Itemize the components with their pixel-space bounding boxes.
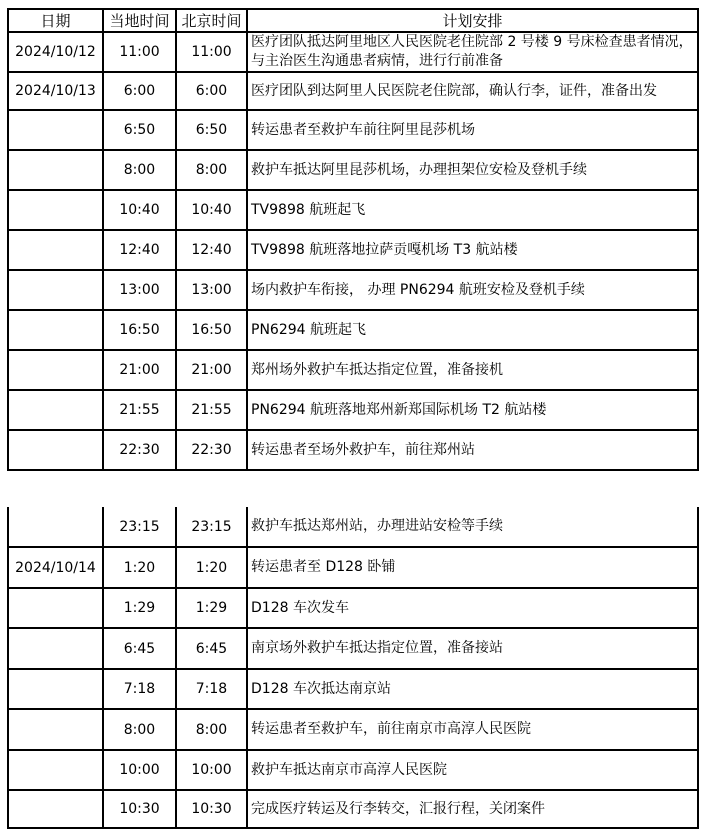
table-row bbox=[8, 310, 698, 350]
plan-cell: TV9898 航班起飞 bbox=[247, 190, 698, 230]
local-time-cell: 23:15 bbox=[103, 507, 176, 547]
beijing-time-cell: 10:00 bbox=[176, 750, 247, 790]
local-time-cell: 8:00 bbox=[103, 709, 176, 750]
beijing-time-cell: 1:20 bbox=[176, 547, 247, 588]
date-cell bbox=[8, 507, 103, 547]
table-row bbox=[8, 547, 698, 588]
table-row bbox=[8, 110, 698, 150]
plan-cell: 场内救护车衔接， 办理 PN6294 航班安检及登机手续 bbox=[247, 270, 698, 310]
plan-cell: 南京场外救护车抵达指定位置，准备接站 bbox=[247, 628, 698, 669]
date-cell bbox=[8, 588, 103, 628]
local-time-cell: 12:40 bbox=[103, 230, 176, 270]
local-time-cell: 7:18 bbox=[103, 669, 176, 709]
local-time-cell: 22:30 bbox=[103, 430, 176, 470]
local-time-cell: 11:00 bbox=[103, 32, 176, 72]
table-row bbox=[8, 588, 698, 628]
plan-cell: 转运患者至 D128 卧铺 bbox=[247, 547, 698, 588]
plan-cell: TV9898 航班落地拉萨贡嘎机场 T3 航站楼 bbox=[247, 230, 698, 270]
date-cell bbox=[8, 790, 103, 828]
local-time-cell: 10:40 bbox=[103, 190, 176, 230]
local-time-cell: 16:50 bbox=[103, 310, 176, 350]
beijing-time-cell: 10:30 bbox=[176, 790, 247, 828]
date-cell bbox=[8, 190, 103, 230]
table-row bbox=[8, 430, 698, 470]
date-cell bbox=[8, 230, 103, 270]
beijing-time-cell: 1:29 bbox=[176, 588, 247, 628]
header-row bbox=[8, 9, 698, 32]
table-row bbox=[8, 32, 698, 72]
beijing-time-cell: 6:45 bbox=[176, 628, 247, 669]
plan-cell: D128 车次发车 bbox=[247, 588, 698, 628]
date-cell bbox=[8, 669, 103, 709]
header-plan: 计划安排 bbox=[247, 9, 698, 32]
beijing-time-cell: 16:50 bbox=[176, 310, 247, 350]
local-time-cell: 6:00 bbox=[103, 72, 176, 110]
plan-cell: 郑州场外救护车抵达指定位置，准备接机 bbox=[247, 350, 698, 390]
date-cell bbox=[8, 430, 103, 470]
beijing-time-cell: 12:40 bbox=[176, 230, 247, 270]
date-cell bbox=[8, 150, 103, 190]
local-time-cell: 13:00 bbox=[103, 270, 176, 310]
date-cell bbox=[8, 310, 103, 350]
date-cell bbox=[8, 110, 103, 150]
plan-cell: 医疗团队到达阿里人民医院老住院部，确认行李，证件，准备出发 bbox=[247, 72, 698, 110]
plan-cell: D128 车次抵达南京站 bbox=[247, 669, 698, 709]
beijing-time-cell: 22:30 bbox=[176, 430, 247, 470]
local-time-cell: 1:20 bbox=[103, 547, 176, 588]
table-row bbox=[8, 230, 698, 270]
beijing-time-cell: 8:00 bbox=[176, 150, 247, 190]
table-row bbox=[8, 72, 698, 110]
schedule-table-part1 bbox=[7, 8, 699, 471]
table-row bbox=[8, 507, 698, 547]
table-row bbox=[8, 190, 698, 230]
plan-cell: 救护车抵达阿里昆莎机场，办理担架位安检及登机手续 bbox=[247, 150, 698, 190]
beijing-time-cell: 10:40 bbox=[176, 190, 247, 230]
date-cell bbox=[8, 390, 103, 430]
beijing-time-cell: 21:00 bbox=[176, 350, 247, 390]
header-beijing-time: 北京时间 bbox=[176, 9, 247, 32]
table-row bbox=[8, 790, 698, 828]
table-row bbox=[8, 150, 698, 190]
local-time-cell: 1:29 bbox=[103, 588, 176, 628]
date-cell bbox=[8, 350, 103, 390]
date-cell bbox=[8, 270, 103, 310]
table-row bbox=[8, 750, 698, 790]
plan-cell: PN6294 航班起飞 bbox=[247, 310, 698, 350]
table-row bbox=[8, 709, 698, 750]
schedule-table-part2 bbox=[7, 507, 699, 829]
date-cell: 2024/10/12 bbox=[8, 32, 103, 72]
table-row bbox=[8, 390, 698, 430]
local-time-cell: 6:45 bbox=[103, 628, 176, 669]
local-time-cell: 21:55 bbox=[103, 390, 176, 430]
plan-cell: 救护车抵达郑州站，办理进站安检等手续 bbox=[247, 507, 698, 547]
date-cell bbox=[8, 709, 103, 750]
local-time-cell: 6:50 bbox=[103, 110, 176, 150]
beijing-time-cell: 6:00 bbox=[176, 72, 247, 110]
date-cell: 2024/10/14 bbox=[8, 547, 103, 588]
date-cell bbox=[8, 628, 103, 669]
table-row bbox=[8, 628, 698, 669]
beijing-time-cell: 11:00 bbox=[176, 32, 247, 72]
beijing-time-cell: 21:55 bbox=[176, 390, 247, 430]
local-time-cell: 10:00 bbox=[103, 750, 176, 790]
plan-cell: 转运患者至场外救护车，前往郑州站 bbox=[247, 430, 698, 470]
beijing-time-cell: 6:50 bbox=[176, 110, 247, 150]
plan-cell: 完成医疗转运及行李转交，汇报行程，关闭案件 bbox=[247, 790, 698, 828]
table-row bbox=[8, 350, 698, 390]
beijing-time-cell: 7:18 bbox=[176, 669, 247, 709]
plan-cell: 转运患者至救护车，前往南京市高淳人民医院 bbox=[247, 709, 698, 750]
beijing-time-cell: 8:00 bbox=[176, 709, 247, 750]
plan-cell: PN6294 航班落地郑州新郑国际机场 T2 航站楼 bbox=[247, 390, 698, 430]
plan-cell: 医疗团队抵达阿里地区人民医院老住院部 2 号楼 9 号床检查患者情况，与主治医生沟通患者病情，进行行前准备 bbox=[247, 32, 698, 72]
header-date: 日期 bbox=[8, 9, 103, 32]
local-time-cell: 10:30 bbox=[103, 790, 176, 828]
beijing-time-cell: 13:00 bbox=[176, 270, 247, 310]
plan-cell: 救护车抵达南京市高淳人民医院 bbox=[247, 750, 698, 790]
header-local-time: 当地时间 bbox=[103, 9, 176, 32]
local-time-cell: 21:00 bbox=[103, 350, 176, 390]
beijing-time-cell: 23:15 bbox=[176, 507, 247, 547]
table-row bbox=[8, 669, 698, 709]
plan-cell: 转运患者至救护车前往阿里昆莎机场 bbox=[247, 110, 698, 150]
date-cell bbox=[8, 750, 103, 790]
table-row bbox=[8, 270, 698, 310]
local-time-cell: 8:00 bbox=[103, 150, 176, 190]
date-cell: 2024/10/13 bbox=[8, 72, 103, 110]
